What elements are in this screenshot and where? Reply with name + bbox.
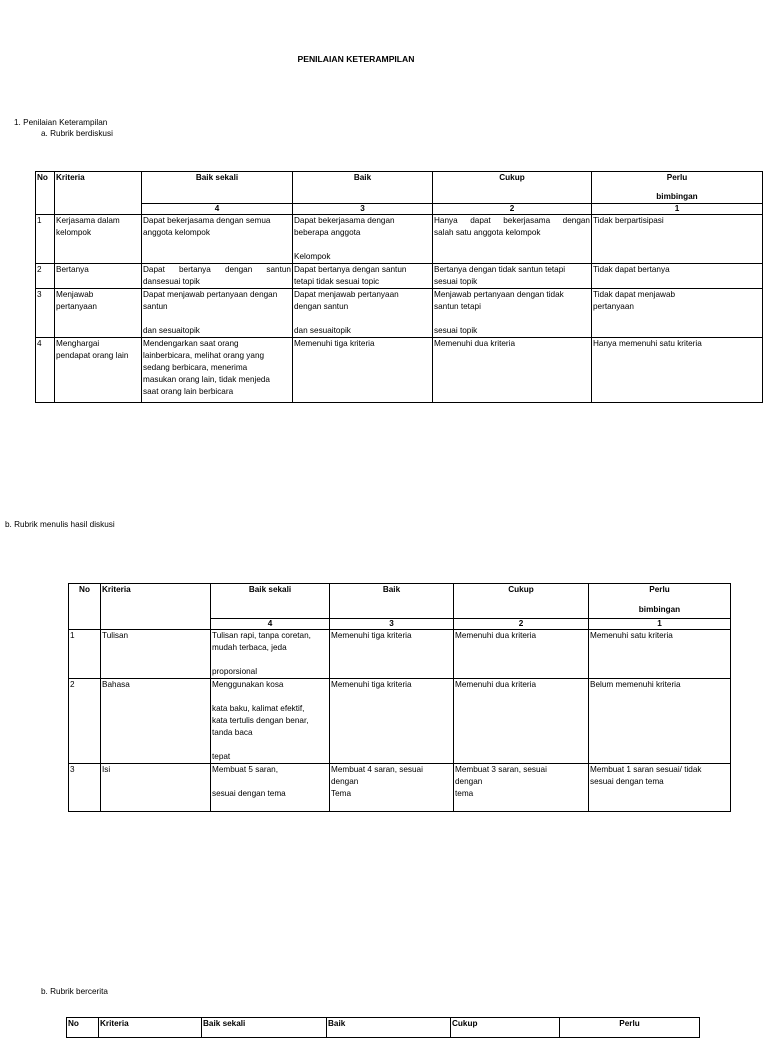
score-1: 1 [592,204,763,215]
row-cukup: Menjawab pertanyaan dengan tidak santun tetapi sesuai topik [433,289,592,338]
row-baik: Dapat bertanya dengan santun tetapi tidak sesuai topic [293,264,433,289]
row-no: 2 [69,679,101,764]
header-cukup: Cukup [451,1018,560,1038]
section-heading-b1: b. Rubrik menulis hasil diskusi [5,520,115,529]
score-4: 4 [211,619,330,630]
row-baik-sekali: Menggunakan kosa kata baku, kalimat efektif, kata tertulis dengan benar, tanda baca tepat [211,679,330,764]
row-baik-sekali: Dapat bertanya dengan santun dansesuai topik [142,264,293,289]
header-baik: Baik [330,584,454,619]
row-baik-sekali: Dapat menjawab pertanyaan dengan santun dan sesuaitopik [142,289,293,338]
row-cukup: Membuat 3 saran, sesuai dengan tema [454,764,589,812]
header-baik-sekali: Baik sekali [211,584,330,619]
header-bimbingan: bimbingan [656,192,698,201]
row-baik-sekali: Mendengarkan saat orang lainberbicara, melihat orang yang sedang berbicara, menerima masukan orang lain, tidak menjeda saat orang lain berbicara [142,338,293,403]
table-row [36,215,763,264]
row-cukup: Hanya dapat bekerjasama dengan salah satu anggota kelompok [433,215,592,264]
row-kriteria: Kerjasama dalam kelompok [55,215,142,264]
header-cukup: Cukup [454,584,589,619]
page-title: PENILAIAN KETERAMPILAN [297,54,415,64]
row-baik: Memenuhi tiga kriteria [293,338,433,403]
score-2: 2 [454,619,589,630]
row-no: 1 [36,215,55,264]
row-kriteria: Menghargai pendapat orang lain [55,338,142,403]
table-row [69,679,731,764]
table-row [69,630,731,679]
header-cukup: Cukup [433,172,592,204]
row-perlu: Membuat 1 saran sesuai/ tidak sesuai dengan tema [589,764,731,812]
section-heading-b2: b. Rubrik bercerita [41,987,108,996]
header-baik: Baik [293,172,433,204]
row-baik-sekali: Membuat 5 saran, sesuai dengan tema [211,764,330,812]
header-kriteria: Kriteria [99,1018,202,1038]
row-kriteria: Tulisan [101,630,211,679]
row-kriteria: Menjawab pertanyaan [55,289,142,338]
row-perlu: Tidak berpartisipasi [592,215,763,264]
row-cukup: Bertanya dengan tidak santun tetapi sesuai topik [433,264,592,289]
score-3: 3 [293,204,433,215]
score-2: 2 [433,204,592,215]
header-baik-sekali: Baik sekali [142,172,293,204]
header-kriteria: Kriteria [101,584,211,630]
row-baik-sekali: Dapat bekerjasama dengan semua anggota kelompok [142,215,293,264]
rubric-table-storytelling [66,1017,700,1038]
row-baik: Memenuhi tiga kriteria [330,630,454,679]
section-heading-1: 1. Penilaian Keterampilan [14,118,108,127]
row-baik: Memenuhi tiga kriteria [330,679,454,764]
rubric-table-writing [68,583,731,812]
row-baik: Dapat menjawab pertanyaan dengan santun dan sesuaitopik [293,289,433,338]
row-baik: Membuat 4 saran, sesuai dengan Tema [330,764,454,812]
row-cukup: Memenuhi dua kriteria [454,630,589,679]
header-kriteria: Kriteria [55,172,142,215]
row-no: 2 [36,264,55,289]
row-no: 3 [69,764,101,812]
rubric-table-discussion [35,171,763,403]
header-no: No [69,584,101,630]
row-perlu: Memenuhi satu kriteria [589,630,731,679]
row-kriteria: Isi [101,764,211,812]
row-perlu: Belum memenuhi kriteria [589,679,731,764]
row-no: 1 [69,630,101,679]
row-cukup: Memenuhi dua kriteria [433,338,592,403]
row-kriteria: Bertanya [55,264,142,289]
row-cukup: Memenuhi dua kriteria [454,679,589,764]
header-perlu: Perlu [560,1018,700,1038]
score-4: 4 [142,204,293,215]
row-perlu: Hanya memenuhi satu kriteria [592,338,763,403]
header-baik-sekali: Baik sekali [202,1018,327,1038]
row-baik: Dapat bekerjasama dengan beberapa anggota Kelompok [293,215,433,264]
header-baik: Baik [327,1018,451,1038]
header-perlu: Perlu [666,173,688,182]
header-perlu-bimbingan [589,584,731,619]
row-no: 3 [36,289,55,338]
header-no: No [67,1018,99,1038]
row-kriteria: Bahasa [101,679,211,764]
row-no: 4 [36,338,55,403]
table-row [36,338,763,403]
header-perlu: Perlu [649,585,670,594]
row-perlu: Tidak dapat menjawab pertanyaan [592,289,763,338]
section-heading-a: a. Rubrik berdiskusi [41,129,113,138]
header-bimbingan: bimbingan [638,605,681,614]
table-row [36,289,763,338]
row-perlu: Tidak dapat bertanya [592,264,763,289]
table-row [36,264,763,289]
score-3: 3 [330,619,454,630]
header-perlu-bimbingan [592,172,763,204]
row-baik-sekali: Tulisan rapi, tanpa coretan, mudah terbaca, jeda proporsional [211,630,330,679]
header-no: No [36,172,55,215]
score-1: 1 [589,619,731,630]
table-row [69,764,731,812]
